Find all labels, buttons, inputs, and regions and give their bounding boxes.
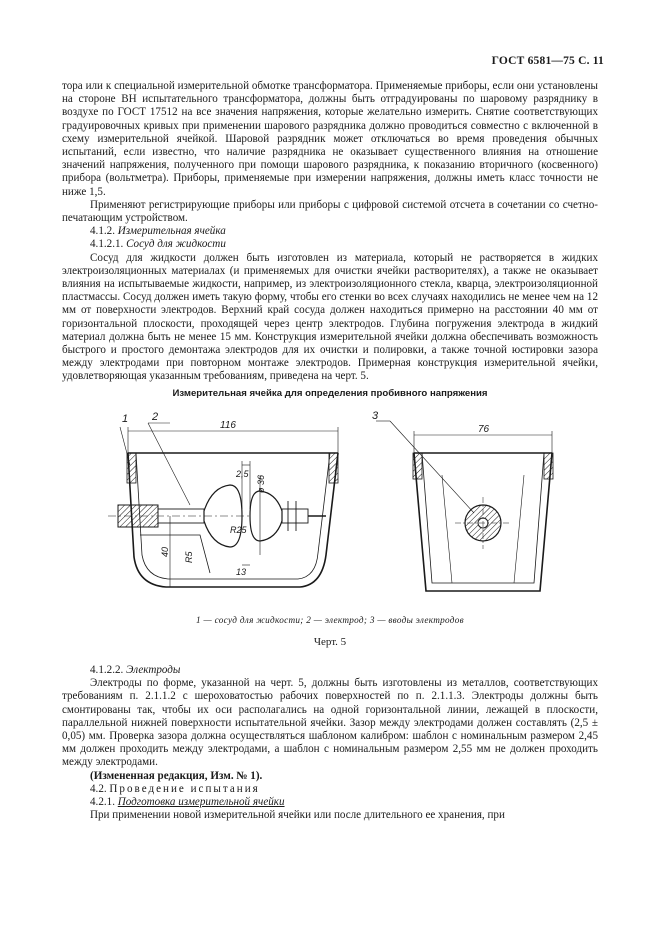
section-number: 4.2. bbox=[90, 782, 107, 795]
figure-label: Черт. 5 bbox=[313, 636, 347, 648]
bottom-text-block bbox=[62, 664, 598, 822]
dim-13: 13 bbox=[236, 567, 247, 577]
electrodes-paragraph: Электроды по форме, указанной на черт. 5, должны быть изготовлены из металлов, соответствующих требованиям п. 2.1.1.2 с шероховатостью рабочих поверхностей по п. 2.1.1.3. Электроды должны быть смонтированы так, чтобы их оси располагались на одной горизонтальной линии, лежащей в плоскости, параллельной нижней поверхности испытательной ячейки. Зазор между электродами должен составлять (2,5 ± 0,05) мм. Проверка зазора должна осуществляться шаблоном калибром: шаблон с номинальным размером 2,45 мм должен проходить между электродами, а шаблон с номинальным размером 2,55 мм не должен проходить между электродами. bbox=[62, 677, 598, 769]
page-header: ГОСТ 6581—75 С. 11 bbox=[491, 55, 604, 67]
measuring-cell-drawing bbox=[100, 405, 560, 610]
section-number: 4.1.2.2. bbox=[90, 664, 124, 676]
section-number: 4.1.2. bbox=[90, 225, 115, 238]
figure-caption: 1 — сосуд для жидкости; 2 — электрод; 3 — вводы электродов bbox=[196, 615, 464, 625]
section-4-1-2-heading bbox=[62, 225, 598, 238]
section-4-1-2-1-heading bbox=[62, 238, 598, 251]
top-text-block bbox=[62, 80, 598, 384]
section-4-1-2-2-heading bbox=[62, 664, 598, 677]
front-view-dimensions bbox=[376, 421, 552, 513]
dim-2-5: 2,5 bbox=[236, 469, 249, 479]
figure-title: Измерительная ячейка для определения пробивного напряжения bbox=[172, 388, 488, 399]
last-paragraph: При применении новой измерительной ячейки или после длительного ее хранения, при bbox=[90, 809, 505, 822]
dim-76: 76 bbox=[478, 424, 490, 435]
label-1: 1 bbox=[122, 413, 129, 425]
section-title: Сосуд для жидкости bbox=[126, 238, 226, 251]
dim-phi36: ø 36 bbox=[256, 474, 266, 493]
vessel-front-view bbox=[413, 453, 553, 591]
section-4-2-heading bbox=[62, 783, 598, 796]
vessel-side-view bbox=[108, 453, 338, 587]
recording-instruments-paragraph: Применяют регистрирующие приборы или приборы с цифровой системой отсчета в сочетании со счетно-печатающим устройством. bbox=[62, 198, 598, 225]
section-4-2-1-heading bbox=[62, 796, 598, 809]
section-number: 4.2.1. bbox=[90, 796, 115, 809]
dim-r5: R5 bbox=[184, 551, 194, 563]
edition-note: (Измененная редакция, Изм. № 1). bbox=[90, 769, 263, 782]
vessel-paragraph: Сосуд для жидкости должен быть изготовлен из материала, который не растворяется в жидких электроизоляционных материалах (и применяемых для очистки ячейки растворителях), а также не оказывает влияния на испытываемые жидкости, например, из электроизоляционного стекла, кварца, электроизоляционной пластмассы. Сосуд должен иметь такую форму, чтобы его стенки во всех случаях находились не менее чем на 12 мм от поверхности электродов. Верхний край сосуда должен находиться примерно на расстоянии 40 мм от горизонтальной плоскости, проходящей через центр электродов. Глубина погружения электрода в жидкий материал должна быть не менее 15 мм. Конструкция измерительной ячейки должна обеспечивать возможность быстрого и простого демонтажа электродов для их очистки и полировки, а также точной юстировки зазора между электродами при повторном монтаже электродов. Примерная конструкция измерительной ячейки, удовлетворяющая указанным требованиям, приведена на черт. 5. bbox=[62, 251, 598, 383]
dim-r25: R25 bbox=[230, 525, 247, 535]
dim-40: 40 bbox=[160, 546, 170, 557]
section-title: Подготовка измерительной ячейки bbox=[117, 796, 285, 809]
continued-paragraph: тора или к специальной измерительной обмотке трансформатора. Применяемые приборы, если они установлены на стороне ВН испытательного трансформатора, должны быть отградуированы по шаровому разряднику в воздухе по ГОСТ 17512 на все значения напряжения, которые желательно измерить. Снятие соответствующих градуировочных кривых при применении шарового разрядника должно проводиться совместно с включенной в схему измерительной ячейкой. Шаровой разрядник может отключаться во время проведения обычных испытаний, если известно, что наличие разрядника не оказывает существенного влияния на отношение значений напряжения, полученного при помощи шарового разрядника, к показанию вторичного (косвенного) прибора (вольтметра). Приборы, применяемые при измерении напряжения, должны иметь класс точности не ниже 1,5. bbox=[62, 80, 598, 198]
label-2: 2 bbox=[152, 411, 159, 423]
section-number: 4.1.2.1. bbox=[90, 238, 124, 251]
dim-116: 116 bbox=[220, 420, 236, 431]
section-title: Проведение испытания bbox=[109, 782, 260, 795]
section-title: Измерительная ячейка bbox=[117, 225, 226, 238]
section-title: Электроды bbox=[126, 664, 181, 676]
label-3: 3 bbox=[372, 410, 379, 422]
